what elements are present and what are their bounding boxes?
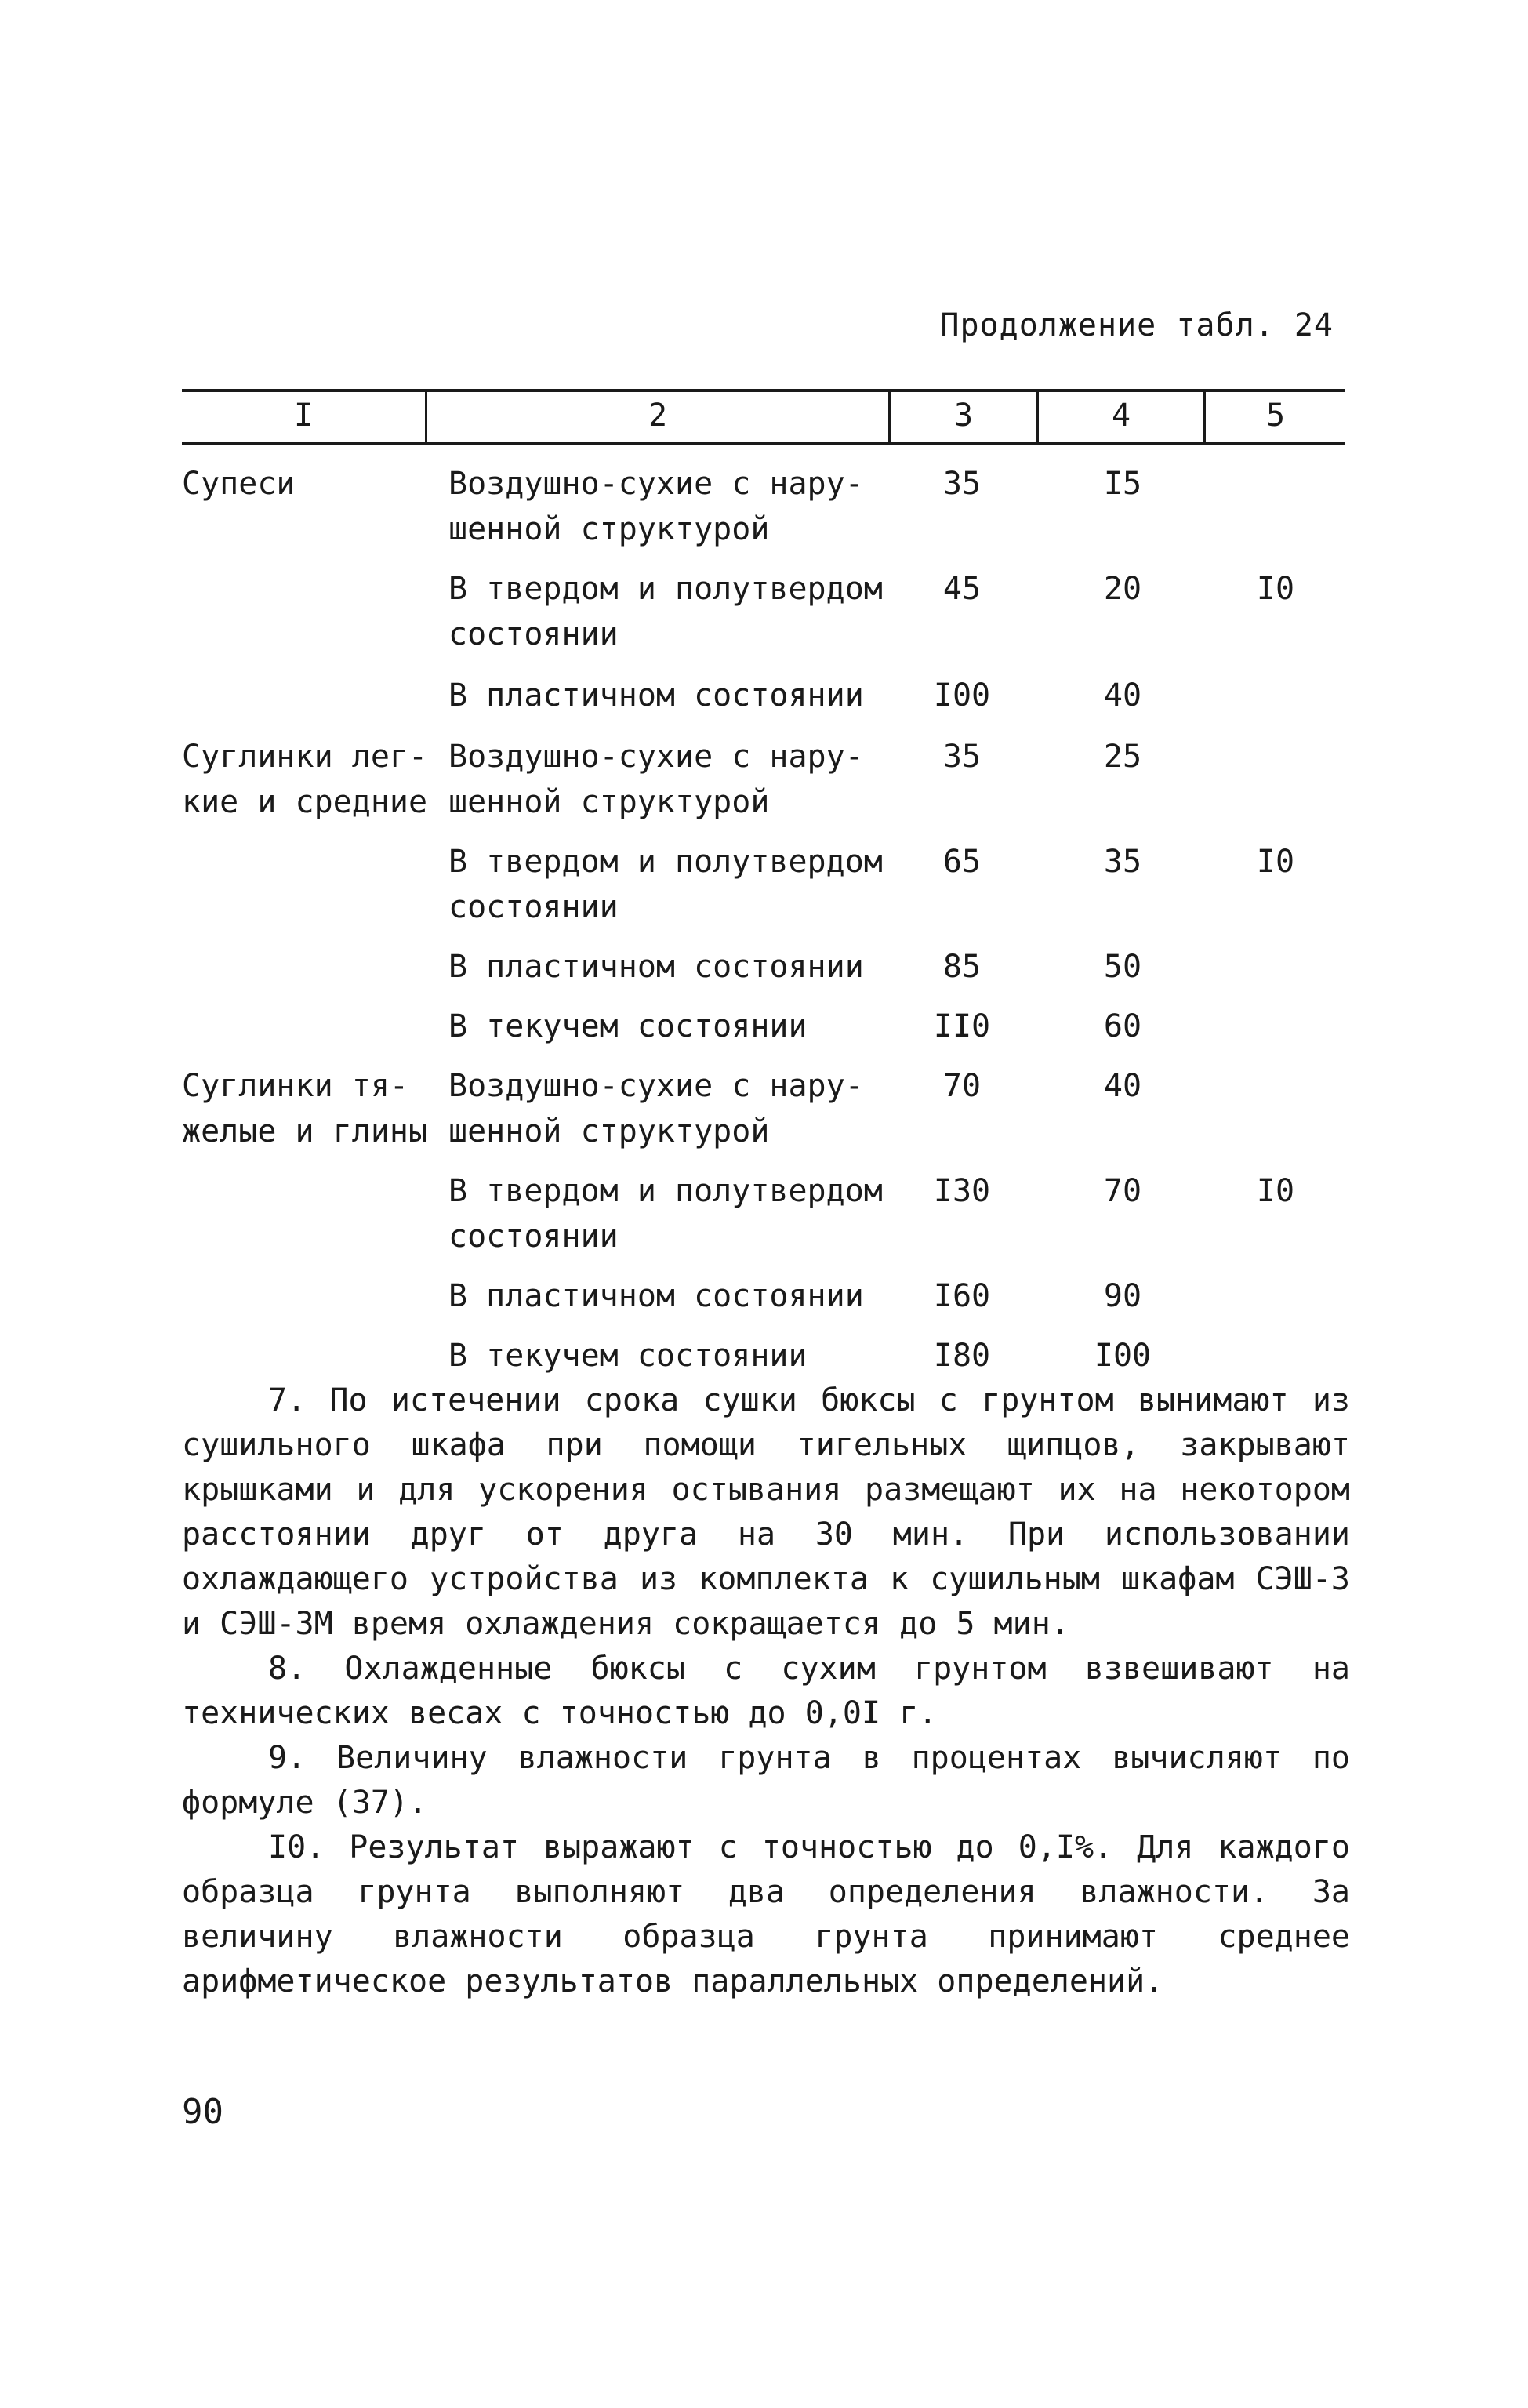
soil-state: В твердом и полутвердом состоянии	[448, 844, 883, 925]
soil-state: В пластичном состоянии	[448, 1278, 864, 1314]
soil-state: В текучем состоянии	[448, 1008, 808, 1044]
col3-value: 35	[942, 739, 982, 775]
paragraph-10: I0. Результат выражают с точностью до 0,I%. Для каждого образца грунта выполняют два определения влажности. За величину влажности образца грунта принимают среднее арифметическое результатов параллельных определений.	[182, 1829, 1350, 1999]
col3-value: I80	[933, 1338, 991, 1374]
col5-value: I0	[1256, 1173, 1295, 1209]
col5-value: I0	[1256, 571, 1295, 607]
soil-type: Супеси	[182, 466, 296, 502]
col3-value: 45	[942, 571, 982, 607]
col4-value: 40	[1103, 677, 1142, 714]
soil-state: В пластичном состоянии	[448, 677, 864, 714]
soil-state: В твердом и полутвердом состоянии	[448, 571, 883, 652]
col4-value: 35	[1103, 844, 1142, 880]
col3-value: 85	[942, 949, 982, 985]
data-table	[182, 389, 1345, 1374]
soil-state: Воздушно-сухие с нару- шенной структурой	[448, 1068, 864, 1150]
header-col-1: I	[293, 398, 314, 434]
soil-state: В пластичном состоянии	[448, 949, 864, 985]
soil-type: Суглинки лег- кие и средние	[182, 739, 428, 820]
col4-value: 40	[1103, 1068, 1142, 1104]
col5-value: I0	[1256, 844, 1295, 880]
col3-value: II0	[933, 1008, 991, 1044]
col4-value: 90	[1103, 1278, 1142, 1314]
header-col-3: 3	[953, 398, 974, 434]
soil-state: Воздушно-сухие с нару- шенной структурой	[448, 466, 864, 547]
table-header	[182, 389, 1345, 445]
soil-state: В твердом и полутвердом состоянии	[448, 1173, 883, 1255]
paragraph-8: 8. Охлажденные бюксы с сухим грунтом взвешивают на технических весах с точностью до 0,0I г.	[182, 1651, 1350, 1731]
col4-value: 70	[1103, 1173, 1142, 1209]
col3-value: 65	[942, 844, 982, 880]
header-col-5: 5	[1265, 398, 1286, 434]
col3-value: I00	[933, 677, 991, 714]
col4-value: 60	[1103, 1008, 1142, 1044]
soil-state: Воздушно-сухие с нару- шенной структурой	[448, 739, 864, 820]
col3-value: I30	[933, 1173, 991, 1209]
page-number: 90	[182, 2092, 223, 2132]
paragraph-9: 9. Величину влажности грунта в процентах вычисляют по формуле (37).	[182, 1740, 1350, 1821]
col4-value: 20	[1103, 571, 1142, 607]
soil-type: Суглинки тя- желые и глины	[182, 1068, 428, 1150]
paragraph-7: 7. По истечении срока сушки бюксы с грунтом вынимают из сушильного шкафа при помощи тигельных щипцов, закрывают крышками и для ускорения остывания размещают их на некотором расстоянии друг от друга на 30 мин. При использовании охлаждающего устройства из комплекта к сушильным шкафам СЭШ-3 и СЭШ-3М время охлаждения сокращается до 5 мин.	[182, 1382, 1350, 1642]
col3-value: 35	[942, 466, 982, 502]
col3-value: I60	[933, 1278, 991, 1314]
col4-value: I00	[1094, 1338, 1152, 1374]
col4-value: 25	[1103, 739, 1142, 775]
header-col-4: 4	[1111, 398, 1131, 434]
col3-value: 70	[942, 1068, 982, 1104]
header-col-2: 2	[648, 398, 668, 434]
soil-state: В текучем состоянии	[448, 1338, 808, 1374]
col4-value: 50	[1103, 949, 1142, 985]
col4-value: I5	[1103, 466, 1142, 502]
table-caption: Продолжение табл. 24	[940, 307, 1334, 343]
